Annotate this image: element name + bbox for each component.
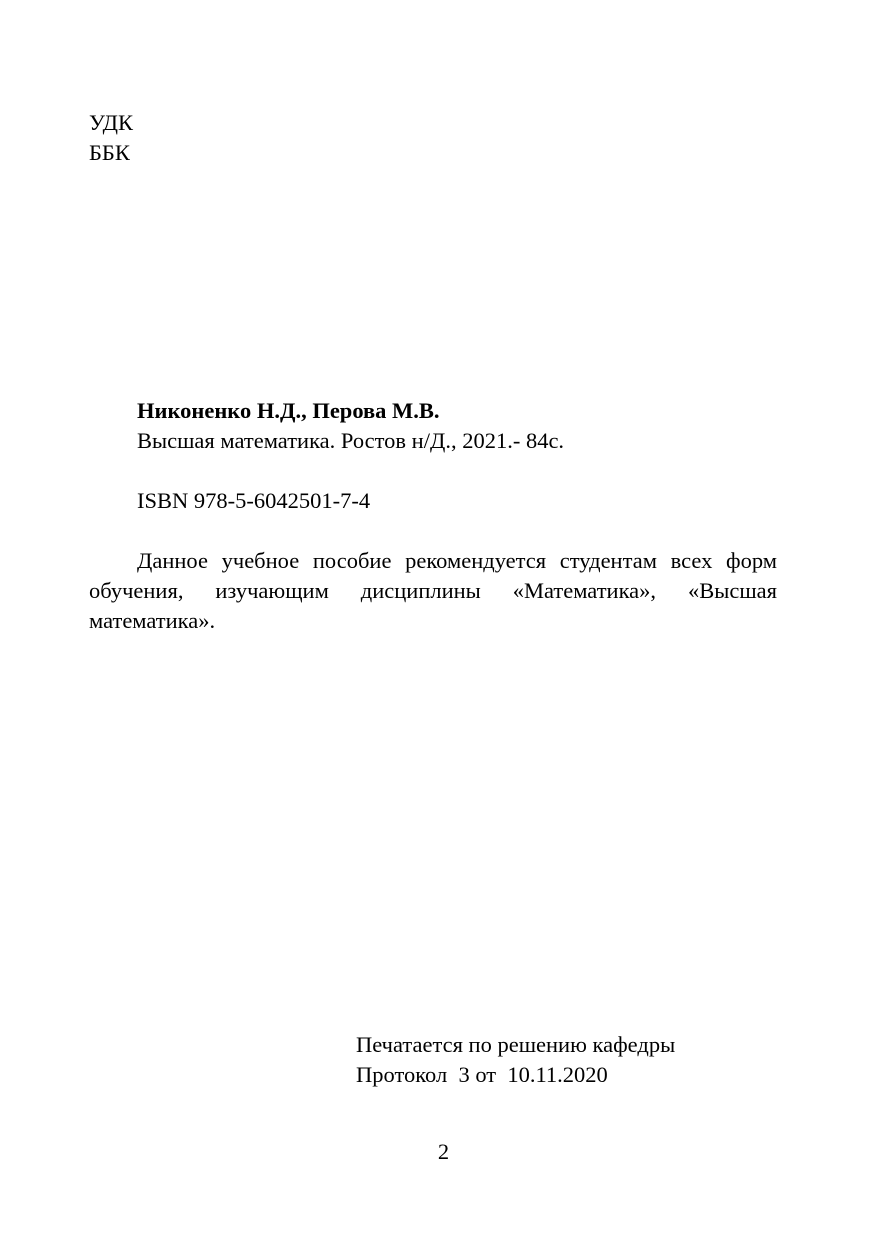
classification-codes — [89, 108, 133, 168]
approval-line-1: Печатается по решению кафедры — [356, 1032, 676, 1057]
approval-note — [356, 1030, 675, 1090]
annotation-paragraph: Данное учебное пособие рекомендуется студентам всех форм обучения, изучающим дисциплины «Математика», «Высшая математика». — [89, 548, 777, 633]
book-title-line: Высшая математика. Ростов н/Д., 2021.- 84с. — [137, 428, 565, 453]
bibliographic-record — [89, 396, 777, 636]
approval-line-2: Протокол 3 от 10.11.2020 — [356, 1062, 608, 1087]
bbk-label: ББК — [89, 140, 130, 165]
udk-label: УДК — [89, 110, 134, 135]
page-number: 2 — [437, 1139, 450, 1164]
authors: Никоненко Н.Д., Перова М.В. — [137, 398, 440, 423]
isbn: ISBN 978-5-6042501-7-4 — [137, 488, 371, 513]
